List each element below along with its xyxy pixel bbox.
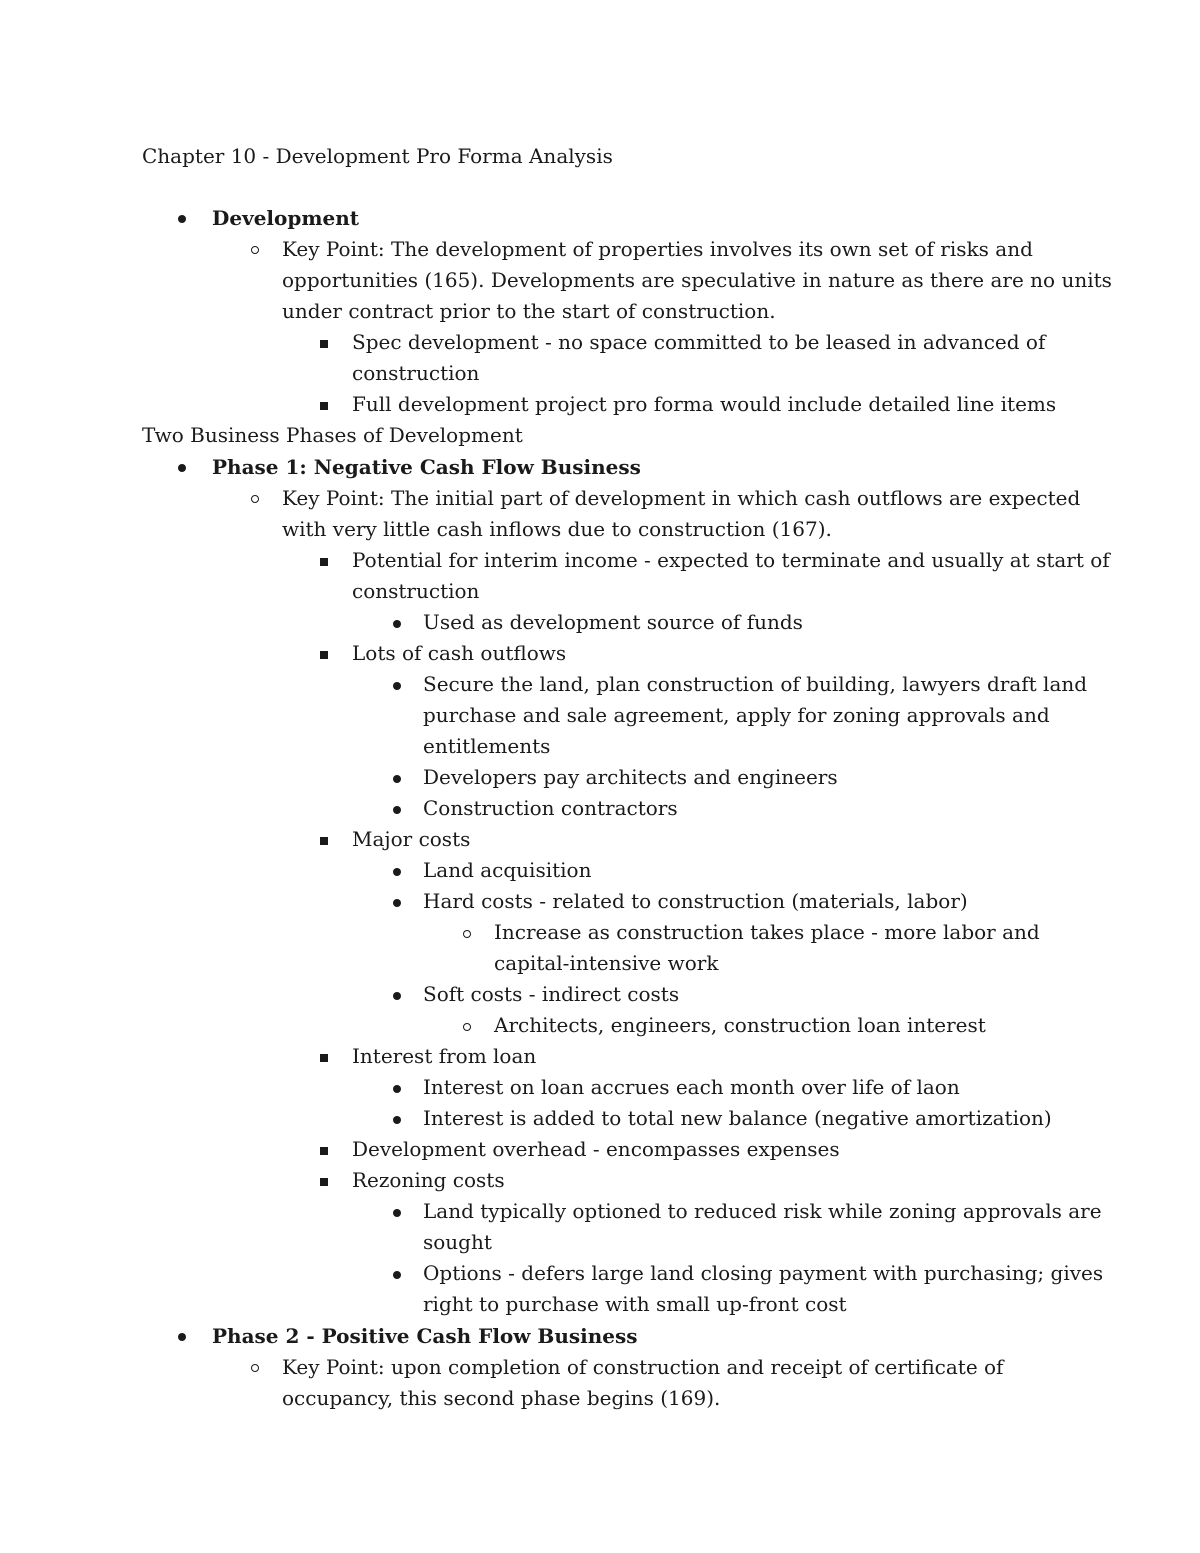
bullet-disc-icon [393, 1085, 401, 1093]
key-point-line: Key Point: upon completion of construction and receipt of certificate of [282, 1355, 1004, 1379]
list-item-text: Lots of cash outflows [352, 641, 567, 665]
list-item-text: sought [423, 1230, 492, 1254]
list-item-text: Interest is added to total new balance (negative amortization) [423, 1106, 1052, 1130]
bullet-square-icon [320, 340, 328, 348]
list-item-text: Soft costs - indirect costs [423, 982, 680, 1006]
key-point-line: under contract prior to the start of construction. [282, 299, 776, 323]
bullet-disc-icon [393, 775, 401, 783]
bullet-circle-icon [251, 1364, 259, 1372]
bullet-disc-icon [393, 1209, 401, 1217]
bullet-disc-icon [393, 806, 401, 814]
list-item-text: Potential for interim income - expected to terminate and usually at start of [352, 548, 1110, 572]
key-point-line: with very little cash inflows due to construction (167). [282, 517, 832, 541]
bullet-disc-icon [393, 682, 401, 690]
list-item-text: capital-intensive work [494, 951, 719, 975]
list-item-text: entitlements [423, 734, 551, 758]
bullet-disc-icon [178, 215, 186, 223]
bullet-disc-icon [393, 620, 401, 628]
list-item-text: Options - defers large land closing payment with purchasing; gives [423, 1261, 1104, 1285]
bullet-disc-icon [393, 868, 401, 876]
list-item-text: purchase and sale agreement, apply for zoning approvals and [423, 703, 1050, 727]
bullet-circle-icon [251, 246, 259, 254]
bullet-square-icon [320, 1178, 328, 1186]
bullet-disc-icon [178, 464, 186, 472]
bullet-square-icon [320, 402, 328, 410]
list-item-text: right to purchase with small up-front cost [423, 1292, 847, 1316]
bullet-disc-icon [393, 899, 401, 907]
bullet-circle-icon [251, 495, 259, 503]
list-item-text: Spec development - no space committed to be leased in advanced of [352, 330, 1046, 354]
bullet-disc-icon [393, 1271, 401, 1279]
list-item-text: Development overhead - encompasses expenses [352, 1137, 840, 1161]
list-item-text: Increase as construction takes place - more labor and [494, 920, 1040, 944]
list-item-text: Major costs [352, 827, 471, 851]
list-item-text: Rezoning costs [352, 1168, 505, 1192]
key-point-line: Key Point: The initial part of development in which cash outflows are expected [282, 486, 1081, 510]
list-item-text: Land typically optioned to reduced risk while zoning approvals are [423, 1199, 1102, 1223]
key-point-line: occupancy, this second phase begins (169). [282, 1386, 721, 1410]
list-item-text: Secure the land, plan construction of building, lawyers draft land [423, 672, 1088, 696]
document-title: Chapter 10 - Development Pro Forma Analysis [142, 144, 613, 168]
list-item-text: Land acquisition [423, 858, 592, 882]
list-item-text: Architects, engineers, construction loan interest [494, 1013, 986, 1037]
list-item-text: Used as development source of funds [423, 610, 803, 634]
bullet-square-icon [320, 1147, 328, 1155]
list-item-text: construction [352, 579, 480, 603]
bullet-disc-icon [393, 1116, 401, 1124]
bullet-square-icon [320, 558, 328, 566]
bullet-square-icon [320, 651, 328, 659]
list-item-text: construction [352, 361, 480, 385]
key-point-line: Key Point: The development of properties involves its own set of risks and [282, 237, 1033, 261]
list-item-text: Hard costs - related to construction (materials, labor) [423, 889, 968, 913]
section-heading-phase-1: Phase 1: Negative Cash Flow Business [212, 455, 641, 479]
list-item-text: Interest on loan accrues each month over life of laon [423, 1075, 960, 1099]
bullet-circle-icon [463, 930, 471, 938]
list-item-text: Developers pay architects and engineers [423, 765, 838, 789]
list-item-text: Full development project pro forma would include detailed line items [352, 392, 1057, 416]
phases-heading: Two Business Phases of Development [142, 423, 523, 447]
bullet-square-icon [320, 837, 328, 845]
bullet-square-icon [320, 1054, 328, 1062]
list-item-text: Construction contractors [423, 796, 678, 820]
section-heading-development: Development [212, 206, 360, 230]
bullet-disc-icon [178, 1333, 186, 1341]
bullet-disc-icon [393, 992, 401, 1000]
list-item-text: Interest from loan [352, 1044, 537, 1068]
section-heading-phase-2: Phase 2 - Positive Cash Flow Business [212, 1324, 638, 1348]
bullet-circle-icon [463, 1023, 471, 1031]
key-point-line: opportunities (165). Developments are speculative in nature as there are no units [282, 268, 1112, 292]
